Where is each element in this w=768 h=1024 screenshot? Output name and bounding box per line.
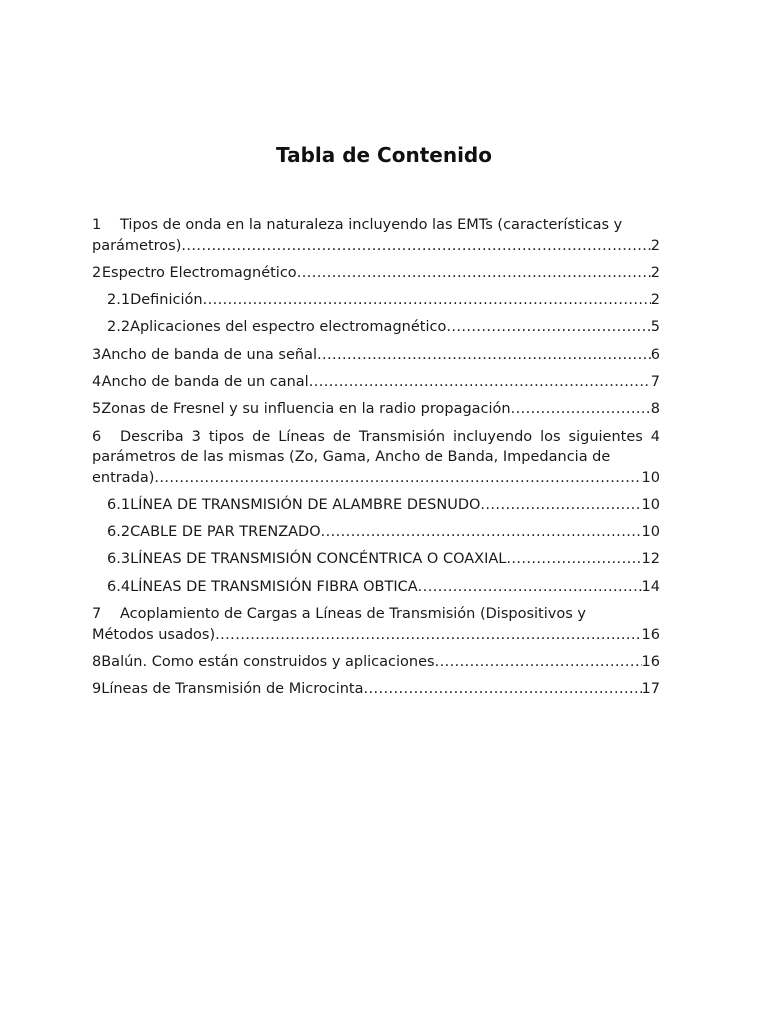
toc-entry-number: 8 <box>92 653 102 670</box>
dot-leader <box>181 236 650 257</box>
dot-leader <box>446 317 650 338</box>
toc-entry-page: 5 <box>650 319 660 336</box>
toc-entry-text: Definición <box>130 292 203 309</box>
toc-entry-page: 2 <box>650 264 660 281</box>
toc-entry-page: 2 <box>650 237 660 254</box>
toc-entry-6-2[interactable] <box>92 522 660 543</box>
toc-entry-number: 9 <box>92 681 102 698</box>
toc-entry-number: 6.3 <box>107 551 131 568</box>
toc-entry-page: 10 <box>641 496 660 513</box>
toc-entry-text: Ancho de banda de una señal <box>101 346 317 363</box>
dot-leader <box>321 522 642 543</box>
toc-entry-2[interactable] <box>92 263 660 284</box>
toc-entry-9[interactable] <box>92 679 660 700</box>
toc-entry-number: 6.1 <box>107 496 131 513</box>
toc-entry-page: 16 <box>641 653 660 670</box>
toc-entry-6-3[interactable] <box>92 549 660 570</box>
toc-entry-7[interactable] <box>92 604 660 645</box>
toc-entry-2-1[interactable] <box>92 290 660 311</box>
toc-entry-page: 10 <box>641 469 660 486</box>
dot-leader <box>363 679 641 700</box>
dot-leader <box>203 290 651 311</box>
dot-leader <box>309 372 651 393</box>
toc-entry-text: Zonas de Fresnel y su influencia en la radio propagación <box>101 401 511 418</box>
toc-entry-number: 4 <box>92 373 102 390</box>
toc-entry-text: CABLE DE PAR TRENZADO <box>130 524 321 541</box>
toc-entry-number: 6 <box>92 428 102 445</box>
toc-entry-text: Espectro Electromagnético <box>101 264 297 281</box>
toc-list <box>92 215 660 706</box>
toc-entry-5[interactable] <box>92 399 660 420</box>
dot-leader <box>154 468 641 489</box>
toc-entry-number: 2.1 <box>107 292 131 309</box>
toc-entry-text: Aplicaciones del espectro electromagnético <box>130 319 447 336</box>
toc-entry-1[interactable] <box>92 215 660 256</box>
toc-entry-page: 17 <box>641 681 660 698</box>
dot-leader <box>297 263 651 284</box>
toc-entry-text: Ancho de banda de un canal <box>101 373 309 390</box>
toc-entry-number: 5 <box>92 401 102 418</box>
dot-leader <box>480 495 641 516</box>
toc-entry-page: 14 <box>641 578 660 595</box>
toc-entry-text: Acoplamiento de Cargas a Líneas de Transmisión (Dispositivos y <box>120 606 586 623</box>
toc-entry-number: 6.2 <box>107 524 131 541</box>
toc-entry-page: 8 <box>650 401 660 418</box>
toc-entry-page: 10 <box>641 524 660 541</box>
toc-entry-text: LÍNEAS DE TRANSMISIÓN CONCÉNTRICA O COAXIAL <box>130 551 507 568</box>
dot-leader <box>506 549 641 570</box>
toc-entry-6-4[interactable] <box>92 577 660 598</box>
toc-entry-number: 1 <box>92 217 102 233</box>
toc-entry-text: Tipos de onda en la naturaleza incluyendo las EMTs (características y <box>120 217 623 233</box>
toc-entry-4[interactable] <box>92 372 660 393</box>
toc-entry-page: 16 <box>641 626 660 643</box>
toc-entry-page: 12 <box>641 551 660 568</box>
toc-entry-number: 2 <box>92 264 102 281</box>
toc-entry-number: 2.2 <box>107 319 131 336</box>
dot-leader <box>418 577 642 598</box>
toc-entry-3[interactable] <box>92 345 660 366</box>
toc-entry-2-2[interactable] <box>92 317 660 338</box>
toc-entry-8[interactable] <box>92 652 660 673</box>
toc-entry-text: Balún. Como están construidos y aplicaciones <box>101 653 435 670</box>
toc-entry-6[interactable] <box>92 427 660 489</box>
toc-entry-text: LÍNEAS DE TRANSMISIÓN FIBRA OBTICA <box>130 578 418 595</box>
toc-entry-text: Líneas de Transmisión de Microcinta <box>101 681 364 698</box>
dot-leader <box>435 652 642 673</box>
toc-entry-text-continued: Métodos usados) <box>92 626 216 643</box>
dot-leader <box>511 399 651 420</box>
toc-entry-text-continued: entrada) <box>92 469 155 486</box>
toc-entry-number: 6.4 <box>107 578 131 595</box>
toc-entry-number: 7 <box>92 606 102 623</box>
toc-entry-text-continued: parámetros) <box>92 237 182 254</box>
toc-entry-page: 2 <box>650 292 660 309</box>
toc-entry-number: 3 <box>92 346 102 363</box>
dot-leader <box>317 345 651 366</box>
toc-entry-page: 7 <box>650 373 660 390</box>
toc-entry-6-1[interactable] <box>92 495 660 516</box>
toc-entry-page: 6 <box>650 346 660 363</box>
toc-entry-text: LÍNEA DE TRANSMISIÓN DE ALAMBRE DESNUDO <box>130 496 481 513</box>
toc-title: Tabla de Contenido <box>276 143 492 167</box>
dot-leader <box>215 625 641 646</box>
toc-entry-text: Describa 3 tipos de Líneas de Transmisión incluyendo los siguientes 4 parámetros de las mismas (Zo, Gama, Ancho de Banda, Impedancia de <box>92 428 660 466</box>
